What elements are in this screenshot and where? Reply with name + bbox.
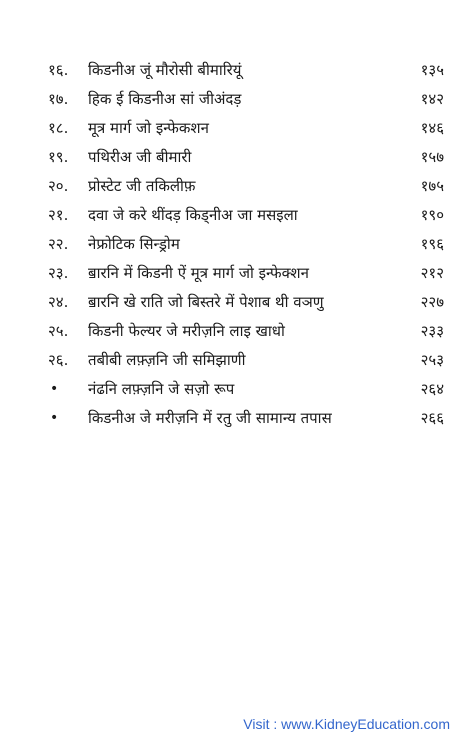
chapter-title: पथिरीअ जी बीमारी bbox=[88, 148, 192, 166]
page-number: २६४ bbox=[420, 380, 444, 398]
chapter-title: मूत्र मार्ग जो इन्फेकशन bbox=[88, 119, 209, 137]
page-number: १९६ bbox=[420, 235, 444, 253]
toc-entry[interactable] bbox=[48, 56, 452, 85]
toc-entry[interactable] bbox=[48, 114, 452, 143]
chapter-title: हिक ई किडनीअ सां जीअंदड़ bbox=[88, 90, 242, 108]
chapter-title: ॿारनि में किडनी ऐं मूत्र मार्ग जो इन्फेक्शन bbox=[88, 264, 309, 282]
page-number: १३५ bbox=[420, 61, 444, 79]
toc-entry[interactable] bbox=[48, 346, 452, 375]
chapter-number: २०. bbox=[48, 177, 69, 195]
page-number: १५७ bbox=[420, 148, 444, 166]
website-link[interactable]: Visit : www.KidneyEducation.com bbox=[243, 716, 450, 732]
chapter-title: किडनी फेल्यर जे मरीज़नि लाइ खाधो bbox=[88, 322, 285, 340]
toc-entry[interactable] bbox=[48, 85, 452, 114]
chapter-title: प्रोस्टेट जी तकिलीफ़ bbox=[88, 177, 196, 195]
toc-entry[interactable] bbox=[48, 143, 452, 172]
page-number: २५३ bbox=[420, 351, 444, 369]
page-number: १७५ bbox=[420, 177, 444, 195]
page-number: २१२ bbox=[420, 264, 444, 282]
chapter-title: किडनीअ जूं मौरोसी बीमारियूं bbox=[88, 61, 242, 79]
chapter-number: २३. bbox=[48, 264, 69, 282]
toc-entry[interactable] bbox=[48, 201, 452, 230]
page-number: १९० bbox=[420, 206, 444, 224]
chapter-number: २४. bbox=[48, 293, 69, 311]
toc-entry[interactable] bbox=[48, 230, 452, 259]
appendix-title: किडनीअ जे मरीज़नि में रतु जी सामान्य तपास bbox=[88, 409, 332, 427]
page-number: २२७ bbox=[420, 293, 444, 311]
toc-entry[interactable] bbox=[48, 288, 452, 317]
chapter-number: २१. bbox=[48, 206, 69, 224]
chapter-title: नेफ्रोटिक सिन्ड्रोम bbox=[88, 235, 180, 253]
bullet-icon: • bbox=[50, 381, 59, 397]
chapter-title: दवा जे करे थींदड़ किड्नीअ जा मसइला bbox=[88, 206, 298, 224]
chapter-number: १६. bbox=[48, 61, 69, 79]
chapter-number: १९. bbox=[48, 148, 69, 166]
toc-entry[interactable] bbox=[48, 259, 452, 288]
toc-entry-bulleted[interactable] bbox=[48, 375, 452, 404]
toc-entry-bulleted[interactable] bbox=[48, 404, 452, 433]
chapter-number: २२. bbox=[48, 235, 69, 253]
page-number: १४६ bbox=[420, 119, 444, 137]
bullet-icon: • bbox=[50, 410, 59, 426]
page-number: २६६ bbox=[420, 409, 444, 427]
chapter-number: १७. bbox=[48, 90, 69, 108]
chapter-number: २६. bbox=[48, 351, 69, 369]
table-of-contents bbox=[48, 56, 452, 433]
chapter-title: तबीबी लफ़्ज़नि जी समिझाणी bbox=[88, 351, 246, 369]
chapter-number: १८. bbox=[48, 119, 69, 137]
toc-entry[interactable] bbox=[48, 172, 452, 201]
toc-entry[interactable] bbox=[48, 317, 452, 346]
chapter-number: २५. bbox=[48, 322, 69, 340]
page-number: २३३ bbox=[420, 322, 444, 340]
chapter-title: ॿारनि खे राति जो बिस्तरे में पेशाब थी वञणु bbox=[88, 293, 324, 311]
appendix-title: नंढनि लफ़्ज़नि जे सज़ो रूप bbox=[88, 380, 235, 398]
page-number: १४२ bbox=[420, 90, 444, 108]
